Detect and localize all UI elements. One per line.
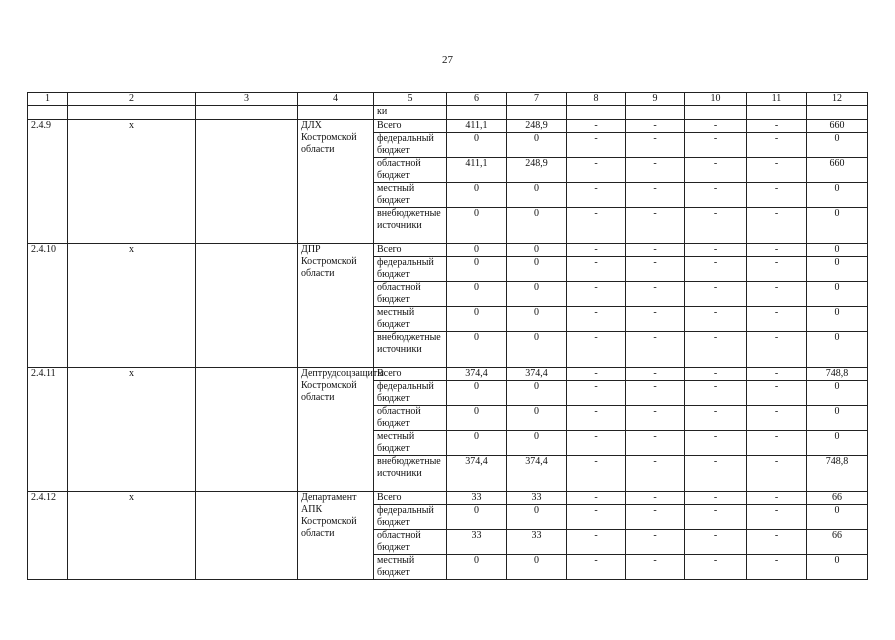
- funding-source: федеральный бюджет: [374, 505, 447, 530]
- value-cell: -: [567, 183, 626, 208]
- value-cell: 66: [807, 492, 868, 505]
- value-cell: -: [626, 555, 685, 580]
- table-row: [28, 244, 868, 257]
- value-cell: -: [685, 208, 747, 244]
- value-cell: 0: [507, 505, 567, 530]
- column-header: 3: [196, 93, 298, 106]
- value-cell: -: [567, 120, 626, 133]
- value-cell: 374,4: [507, 456, 567, 492]
- funding-source: местный бюджет: [374, 555, 447, 580]
- funding-source: внебюджетные источники: [374, 332, 447, 368]
- column-header: 5: [374, 93, 447, 106]
- value-cell: -: [685, 368, 747, 381]
- value-cell: -: [626, 133, 685, 158]
- value-cell: -: [626, 257, 685, 282]
- value-cell: 660: [807, 158, 868, 183]
- cell: [507, 106, 567, 120]
- continuation-row: [28, 106, 868, 120]
- value-cell: 411,1: [447, 158, 507, 183]
- value-cell: -: [685, 257, 747, 282]
- value-cell: 0: [507, 183, 567, 208]
- value-cell: 0: [447, 133, 507, 158]
- value-cell: -: [747, 505, 807, 530]
- value-cell: -: [685, 332, 747, 368]
- table-row: [28, 492, 868, 505]
- value-cell: -: [626, 431, 685, 456]
- value-cell: 0: [507, 332, 567, 368]
- funding-source: местный бюджет: [374, 307, 447, 332]
- value-cell: 748,8: [807, 456, 868, 492]
- funding-source: областной бюджет: [374, 530, 447, 555]
- value-cell: -: [567, 208, 626, 244]
- cell: [567, 106, 626, 120]
- value-cell: -: [626, 244, 685, 257]
- item-mark: x: [68, 368, 196, 492]
- table-row: [28, 120, 868, 133]
- value-cell: 748,8: [807, 368, 868, 381]
- cell: [196, 106, 298, 120]
- value-cell: -: [567, 282, 626, 307]
- value-cell: -: [747, 133, 807, 158]
- value-cell: -: [567, 307, 626, 332]
- value-cell: -: [685, 406, 747, 431]
- value-cell: 0: [807, 208, 868, 244]
- value-cell: -: [747, 120, 807, 133]
- funding-source: местный бюджет: [374, 183, 447, 208]
- executor: Дептрудсоцзащиты Костромской области: [298, 368, 374, 492]
- value-cell: 0: [507, 431, 567, 456]
- value-cell: 0: [807, 244, 868, 257]
- cell: [196, 244, 298, 368]
- column-header: 12: [807, 93, 868, 106]
- value-cell: 374,4: [447, 368, 507, 381]
- item-mark: x: [68, 120, 196, 244]
- value-cell: -: [626, 282, 685, 307]
- value-cell: 0: [807, 505, 868, 530]
- funding-source: Всего: [374, 120, 447, 133]
- cell: [68, 106, 196, 120]
- value-cell: -: [685, 431, 747, 456]
- column-header: 10: [685, 93, 747, 106]
- value-cell: -: [685, 492, 747, 505]
- value-cell: -: [747, 492, 807, 505]
- continuation-text: ки: [374, 106, 447, 120]
- value-cell: 411,1: [447, 120, 507, 133]
- column-header: 7: [507, 93, 567, 106]
- cell: [196, 492, 298, 580]
- value-cell: -: [567, 133, 626, 158]
- value-cell: -: [685, 183, 747, 208]
- page-number: 27: [442, 54, 453, 66]
- cell: [626, 106, 685, 120]
- executor: ДЛХ Костромской области: [298, 120, 374, 244]
- value-cell: -: [626, 406, 685, 431]
- value-cell: -: [747, 183, 807, 208]
- value-cell: -: [747, 307, 807, 332]
- value-cell: 0: [447, 332, 507, 368]
- value-cell: 0: [447, 431, 507, 456]
- value-cell: -: [747, 158, 807, 183]
- value-cell: -: [626, 183, 685, 208]
- value-cell: -: [567, 555, 626, 580]
- value-cell: -: [626, 332, 685, 368]
- funding-source: федеральный бюджет: [374, 381, 447, 406]
- value-cell: -: [567, 332, 626, 368]
- value-cell: 660: [807, 120, 868, 133]
- funding-source: Всего: [374, 492, 447, 505]
- value-cell: -: [626, 208, 685, 244]
- cell: [196, 120, 298, 244]
- funding-source: Всего: [374, 244, 447, 257]
- value-cell: 0: [447, 244, 507, 257]
- column-header: 9: [626, 93, 685, 106]
- value-cell: -: [626, 530, 685, 555]
- value-cell: 33: [507, 492, 567, 505]
- cell: [196, 368, 298, 492]
- cell: [747, 106, 807, 120]
- value-cell: -: [747, 257, 807, 282]
- value-cell: 0: [447, 307, 507, 332]
- cell: [685, 106, 747, 120]
- value-cell: 248,9: [507, 120, 567, 133]
- value-cell: 0: [447, 282, 507, 307]
- value-cell: 0: [507, 381, 567, 406]
- item-code: 2.4.12: [28, 492, 68, 580]
- value-cell: -: [747, 456, 807, 492]
- item-code: 2.4.9: [28, 120, 68, 244]
- funding-source: местный бюджет: [374, 431, 447, 456]
- item-code: 2.4.11: [28, 368, 68, 492]
- value-cell: 0: [507, 244, 567, 257]
- value-cell: -: [567, 530, 626, 555]
- value-cell: -: [567, 244, 626, 257]
- value-cell: -: [685, 505, 747, 530]
- value-cell: -: [747, 530, 807, 555]
- value-cell: -: [626, 307, 685, 332]
- value-cell: 33: [507, 530, 567, 555]
- funding-source: федеральный бюджет: [374, 133, 447, 158]
- column-header-row: [28, 93, 868, 106]
- funding-source: областной бюджет: [374, 282, 447, 307]
- value-cell: -: [626, 456, 685, 492]
- item-code: 2.4.10: [28, 244, 68, 368]
- value-cell: -: [626, 120, 685, 133]
- value-cell: 0: [807, 282, 868, 307]
- value-cell: 0: [807, 133, 868, 158]
- value-cell: -: [685, 307, 747, 332]
- value-cell: -: [685, 530, 747, 555]
- value-cell: -: [685, 158, 747, 183]
- executor: ДПР Костромской области: [298, 244, 374, 368]
- cell: [298, 106, 374, 120]
- value-cell: -: [567, 505, 626, 530]
- value-cell: 0: [507, 133, 567, 158]
- column-header: 2: [68, 93, 196, 106]
- column-header: 11: [747, 93, 807, 106]
- value-cell: -: [567, 431, 626, 456]
- value-cell: -: [626, 505, 685, 530]
- value-cell: -: [567, 456, 626, 492]
- value-cell: -: [567, 406, 626, 431]
- value-cell: -: [685, 456, 747, 492]
- item-mark: x: [68, 244, 196, 368]
- value-cell: 0: [507, 208, 567, 244]
- value-cell: 0: [507, 307, 567, 332]
- value-cell: 248,9: [507, 158, 567, 183]
- value-cell: 0: [507, 257, 567, 282]
- funding-source: областной бюджет: [374, 158, 447, 183]
- value-cell: 374,4: [507, 368, 567, 381]
- value-cell: -: [747, 282, 807, 307]
- value-cell: 0: [507, 406, 567, 431]
- value-cell: 66: [807, 530, 868, 555]
- cell: [447, 106, 507, 120]
- column-header: 4: [298, 93, 374, 106]
- value-cell: -: [626, 381, 685, 406]
- funding-source: федеральный бюджет: [374, 257, 447, 282]
- value-cell: 0: [447, 381, 507, 406]
- funding-source: Всего: [374, 368, 447, 381]
- cell: [28, 106, 68, 120]
- value-cell: -: [747, 555, 807, 580]
- value-cell: 33: [447, 492, 507, 505]
- table-row: [28, 368, 868, 381]
- column-header: 8: [567, 93, 626, 106]
- value-cell: 0: [447, 208, 507, 244]
- value-cell: 0: [507, 282, 567, 307]
- value-cell: 0: [447, 183, 507, 208]
- column-header: 1: [28, 93, 68, 106]
- column-header: 6: [447, 93, 507, 106]
- value-cell: 0: [807, 555, 868, 580]
- value-cell: -: [747, 208, 807, 244]
- value-cell: -: [567, 368, 626, 381]
- value-cell: -: [685, 282, 747, 307]
- value-cell: -: [685, 133, 747, 158]
- value-cell: 0: [807, 381, 868, 406]
- value-cell: -: [685, 381, 747, 406]
- value-cell: -: [685, 120, 747, 133]
- value-cell: 0: [807, 406, 868, 431]
- item-mark: x: [68, 492, 196, 580]
- value-cell: 374,4: [447, 456, 507, 492]
- value-cell: -: [567, 492, 626, 505]
- funding-source: областной бюджет: [374, 406, 447, 431]
- budget-table: [27, 92, 868, 580]
- value-cell: -: [626, 492, 685, 505]
- funding-source: внебюджетные источники: [374, 456, 447, 492]
- value-cell: -: [747, 406, 807, 431]
- value-cell: 0: [447, 555, 507, 580]
- value-cell: 0: [447, 257, 507, 282]
- value-cell: 0: [447, 505, 507, 530]
- value-cell: 33: [447, 530, 507, 555]
- value-cell: 0: [447, 406, 507, 431]
- value-cell: -: [626, 368, 685, 381]
- value-cell: -: [685, 555, 747, 580]
- value-cell: 0: [807, 332, 868, 368]
- value-cell: -: [747, 381, 807, 406]
- funding-source: внебюджетные источники: [374, 208, 447, 244]
- value-cell: -: [626, 158, 685, 183]
- value-cell: -: [747, 368, 807, 381]
- value-cell: 0: [507, 555, 567, 580]
- value-cell: -: [747, 244, 807, 257]
- value-cell: -: [567, 158, 626, 183]
- value-cell: 0: [807, 257, 868, 282]
- value-cell: 0: [807, 183, 868, 208]
- value-cell: -: [567, 257, 626, 282]
- value-cell: -: [567, 381, 626, 406]
- executor: Департамент АПК Костромской области: [298, 492, 374, 580]
- value-cell: -: [685, 244, 747, 257]
- cell: [807, 106, 868, 120]
- value-cell: 0: [807, 307, 868, 332]
- value-cell: 0: [807, 431, 868, 456]
- value-cell: -: [747, 332, 807, 368]
- value-cell: -: [747, 431, 807, 456]
